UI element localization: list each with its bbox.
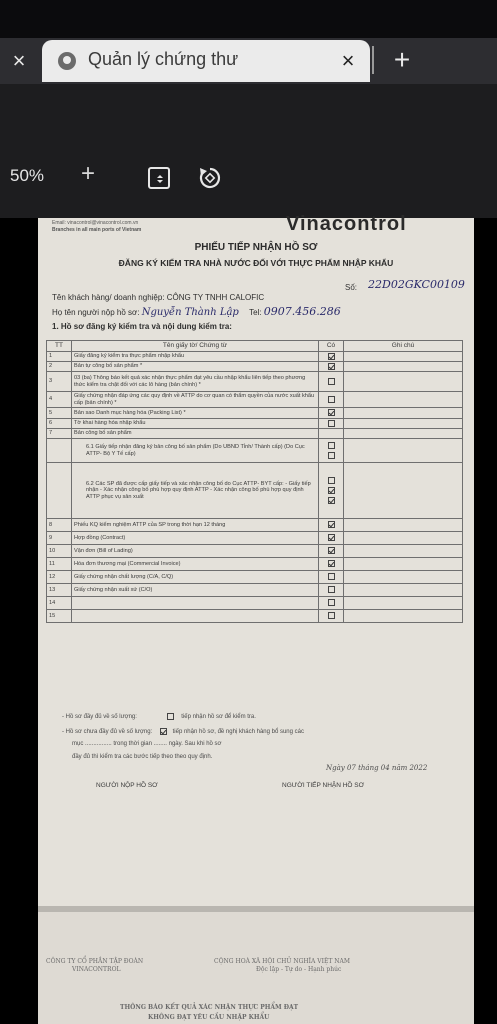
checkbox-du[interactable] (167, 713, 174, 720)
row-check (319, 439, 344, 463)
row-note (344, 463, 463, 519)
row-check (319, 571, 344, 584)
row-tt (47, 463, 72, 519)
checkbox[interactable] (328, 612, 335, 619)
row-note (344, 362, 463, 372)
tab-active[interactable] (42, 40, 370, 82)
row-tt: 3 (47, 372, 72, 392)
checkbox[interactable] (328, 547, 335, 554)
row-tt: 13 (47, 584, 72, 597)
row-tt: 7 (47, 429, 72, 439)
row-tt: 8 (47, 519, 72, 532)
row-note (344, 610, 463, 623)
table-row (47, 352, 463, 362)
header-branches: Branches in all main ports of Vietnam (52, 227, 142, 233)
row-tt: 6 (47, 419, 72, 429)
table-row (47, 532, 463, 545)
tab-title: Quản lý chứng thư (88, 49, 239, 69)
new-tab-button[interactable]: + (393, 44, 411, 75)
globe-icon (58, 52, 76, 70)
page2-nation: CỘNG HOÀ XÃ HỘI CHỦ NGHĨA VIỆT NAM (214, 958, 350, 965)
table-row (47, 519, 463, 532)
row-name: Hợp đồng (Contract) (72, 532, 319, 545)
row-tt: 5 (47, 408, 72, 419)
table-row (47, 372, 463, 392)
row-check (319, 545, 344, 558)
row-tt: 2 (47, 362, 72, 372)
row-name: 6.2 Các SP đã được cấp giấy tiếp và xác nhận công bố do Cục ATTP- BYT cấp: - Giấy tiếp nhận - Xác nhận công bố phù hợp quy định ATTP - Xác nhận công bố phù hợp quy định ATTP phục vụ sản xuất (72, 463, 319, 519)
row-name: Phiếu KQ kiểm nghiệm ATTP của SP trong thời hạn 12 tháng (72, 519, 319, 532)
table-row (47, 610, 463, 623)
checkbox[interactable] (328, 396, 335, 403)
row-tt: 11 (47, 558, 72, 571)
row-name: Giấy chứng nhận chất lượng (C/A, C/Q) (72, 571, 319, 584)
header-name: Tên giấy tờ/ Chứng từ (72, 341, 319, 352)
table-row (47, 558, 463, 571)
row-note (344, 545, 463, 558)
tel-value: 0907.456.286 (263, 305, 341, 318)
row-check (319, 463, 344, 519)
row-check (319, 429, 344, 439)
row-name: Bản sao Danh mục hàng hóa (Packing List) * (72, 408, 319, 419)
row-check (319, 408, 344, 419)
row-check (319, 392, 344, 408)
row-name: Giấy đăng ký kiểm tra thực phẩm nhập khẩu (72, 352, 319, 362)
pdf-toolbar (0, 84, 497, 218)
checkbox[interactable] (328, 353, 335, 360)
foot-du-label: - Hồ sơ đầy đủ về số lượng: (62, 714, 137, 721)
table-row (47, 545, 463, 558)
row-note (344, 419, 463, 429)
checkbox[interactable] (328, 599, 335, 606)
table-row (47, 597, 463, 610)
submitter-label: Họ tên người nộp hồ sơ: (52, 308, 140, 317)
company-logo: Vinacontrol (286, 213, 407, 235)
submitter-value: Nguyễn Thành Lập (141, 307, 239, 318)
row-name: 6.1 Giấy tiếp nhận đăng ký bản công bố sản phẩm (Do UBND Tỉnh/ Thành cấp) (Do Cục ATTP- Bộ Y Tế cấp) (72, 439, 319, 463)
row-name: Hóa đơn thương mại (Commercial Invoice) (72, 558, 319, 571)
tel-label: Tel: (249, 308, 262, 317)
foot-line-2 (62, 728, 304, 735)
checkbox-chua-du[interactable] (160, 728, 167, 735)
close-icon[interactable]: × (12, 48, 26, 73)
row-check (319, 519, 344, 532)
row-name: Bản công bố sản phẩm (72, 429, 319, 439)
row-note (344, 597, 463, 610)
foot-line-1 (62, 713, 256, 720)
foot-line-4: đầy đủ thì kiểm tra các bước tiếp theo theo quy định. (72, 754, 213, 760)
row-name (72, 610, 319, 623)
row-check (319, 558, 344, 571)
checkbox[interactable] (328, 378, 335, 385)
page2-title: THÔNG BÁO KẾT QUẢ XÁC NHẬN THỰC PHẨM ĐẠT (120, 1004, 299, 1011)
zoom-level[interactable]: 50% (10, 166, 45, 185)
row-note (344, 584, 463, 597)
tab-divider (372, 46, 374, 74)
checkbox[interactable] (328, 497, 335, 504)
row-note (344, 408, 463, 419)
row-tt: 14 (47, 597, 72, 610)
row-tt: 10 (47, 545, 72, 558)
rotate-icon[interactable] (198, 166, 222, 190)
signature-left-label: NGƯỜI NỘP HỒ SƠ (96, 782, 158, 789)
checkbox[interactable] (328, 521, 335, 528)
table-row (47, 439, 463, 463)
table-row (47, 584, 463, 597)
row-name: Vận đơn (Bill of Lading) (72, 545, 319, 558)
table-row (47, 419, 463, 429)
row-name: Giấy chứng nhận xuất xứ (C/O) (72, 584, 319, 597)
row-note (344, 519, 463, 532)
row-tt: 12 (47, 571, 72, 584)
row-tt: 4 (47, 392, 72, 408)
foot-line-3: mục ................ trong thời gian ........ ngày. Sau khi hồ sơ (72, 741, 222, 747)
date-line: Ngày 07 tháng 04 năm 2022 (326, 764, 428, 772)
checkbox[interactable] (328, 442, 335, 449)
foot-du-text: tiếp nhận hồ sơ để kiểm tra. (181, 714, 256, 721)
tab-close-icon[interactable]: × (341, 48, 355, 73)
row-check (319, 372, 344, 392)
document-subtitle: ĐĂNG KÝ KIỂM TRA NHÀ NƯỚC ĐỐI VỚI THỰC PHẨM NHẬP KHẨU (118, 258, 394, 268)
checkbox[interactable] (328, 363, 335, 370)
fit-page-icon[interactable] (148, 167, 170, 189)
row-tt (47, 439, 72, 463)
page2-company: CÔNG TY CỔ PHẦN TẬP ĐOÀN (46, 958, 144, 965)
table-row (47, 429, 463, 439)
row-note (344, 439, 463, 463)
row-name (72, 597, 319, 610)
so-label: Số: (345, 283, 358, 292)
page2-motto: Độc lập - Tự do - Hạnh phúc (256, 966, 342, 973)
document-table (46, 340, 463, 623)
so-value: 22D02GKC00109 (368, 278, 465, 291)
row-check (319, 532, 344, 545)
row-check (319, 597, 344, 610)
zoom-in-button[interactable]: + (80, 160, 95, 187)
status-strip (0, 0, 497, 38)
foot-chua-du-label: - Hồ sơ chưa đầy đủ về số lượng: (62, 729, 153, 736)
row-check (319, 610, 344, 623)
row-tt: 9 (47, 532, 72, 545)
checkbox[interactable] (328, 409, 335, 416)
table-row (47, 571, 463, 584)
header-ghichu: Ghi chú (344, 341, 463, 352)
signature-right-label: NGƯỜI TIẾP NHẬN HỒ SƠ (282, 782, 365, 789)
row-note (344, 532, 463, 545)
row-name: Giấy chứng nhận đáp ứng các quy định về ATTP do cơ quan có thẩm quyền của nước xuất khẩu cấp (bản chính) * (72, 392, 319, 408)
page2-title-2: KHÔNG ĐẠT YÊU CẦU NHẬP KHẨU (148, 1014, 270, 1021)
row-tt: 1 (47, 352, 72, 362)
row-note (344, 558, 463, 571)
checkbox[interactable] (328, 420, 335, 427)
checkbox[interactable] (328, 477, 335, 484)
row-note (344, 429, 463, 439)
checkbox[interactable] (328, 534, 335, 541)
row-note (344, 571, 463, 584)
row-name: Tờ khai hàng hóa nhập khẩu (72, 419, 319, 429)
row-name: 03 (ba) Thông báo kết quả xác nhận thực phẩm đạt yêu cầu nhập khẩu liên tiếp theo phương thức kiểm tra chặt đối với các lô hàng (bản chính) * (72, 372, 319, 392)
table-row (47, 463, 463, 519)
checkbox[interactable] (328, 452, 335, 459)
row-name: Bản tự công bố sản phẩm * (72, 362, 319, 372)
table-row (47, 408, 463, 419)
table-row (47, 362, 463, 372)
header-tt: TT (47, 341, 72, 352)
page2-company-2: VINACONTROL (72, 966, 121, 973)
row-note (344, 352, 463, 362)
checkbox[interactable] (328, 586, 335, 593)
checkbox[interactable] (328, 560, 335, 567)
row-check (319, 419, 344, 429)
row-check (319, 352, 344, 362)
row-check (319, 584, 344, 597)
customer-label: Tên khách hàng/ doanh nghiệp: (52, 293, 165, 302)
row-note (344, 392, 463, 408)
foot-chua-du-text: tiếp nhận hồ sơ, đề nghị khách hàng bổ sung các (172, 729, 304, 736)
section-title: 1. Hồ sơ đăng ký kiểm tra và nội dung kiểm tra: (52, 322, 232, 331)
customer-line (52, 293, 264, 302)
document-title: PHIẾU TIẾP NHẬN HỒ SƠ (194, 242, 318, 253)
checkbox[interactable] (328, 573, 335, 580)
row-tt: 15 (47, 610, 72, 623)
table-header (47, 341, 463, 352)
header-email: Email: vinacontrol@vinacontrol.com.vn (52, 220, 139, 226)
submitter-line (52, 305, 341, 318)
row-note (344, 372, 463, 392)
table-row (47, 392, 463, 408)
header-co: Có (319, 341, 344, 352)
checkbox[interactable] (328, 487, 335, 494)
row-check (319, 362, 344, 372)
customer-value: CÔNG TY TNHH CALOFIC (166, 293, 265, 302)
